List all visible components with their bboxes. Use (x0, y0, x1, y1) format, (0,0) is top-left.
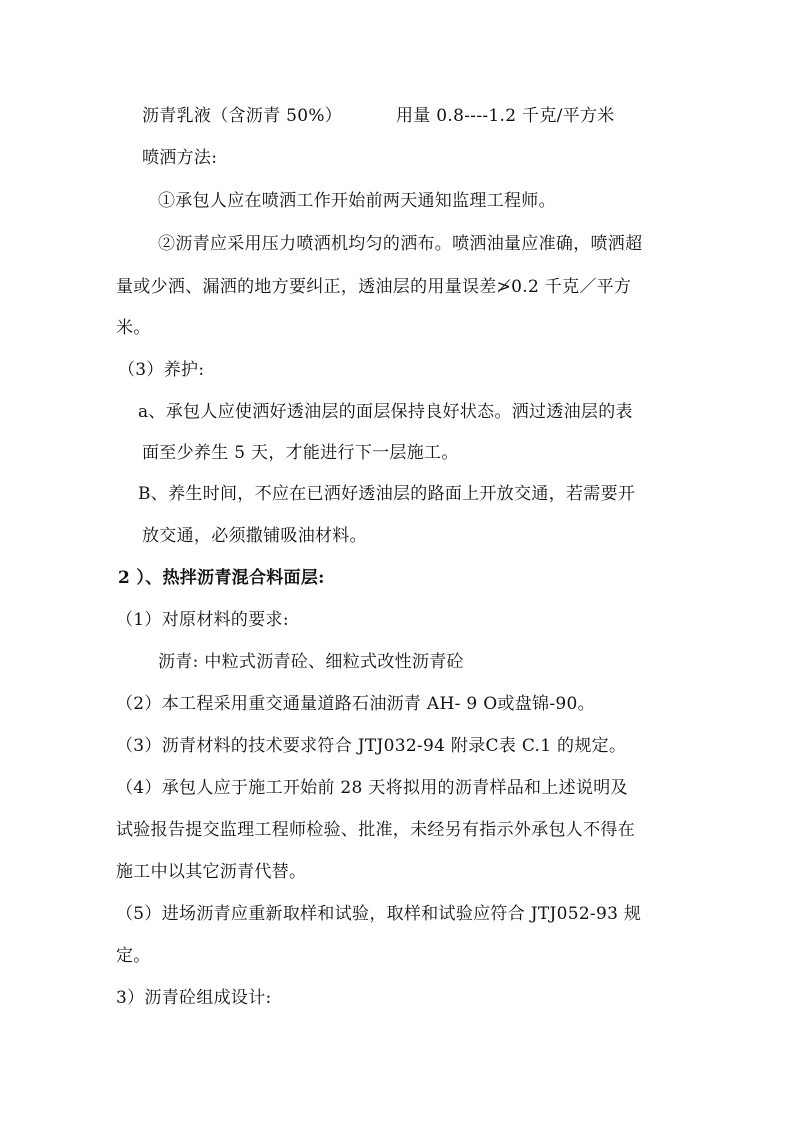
line-section-2-heading: 2 ）、热拌沥青混合料面层: (118, 568, 325, 588)
line-spray-2b: 量或少洒、漏洒的地方要纠正，透油层的用量误差≯0.2 千克／平方 (116, 277, 632, 297)
line-section-3-heading: 3）沥青砼组成设计: (116, 988, 272, 1008)
line-emulsion-right: 用量 0.8----1.2 千克/平方米 (396, 106, 615, 126)
line-item-4c: 施工中以其它沥青代替。 (116, 862, 307, 882)
line-materials-heading: （1）对原材料的要求: (116, 610, 289, 630)
line-item-4a: （4）承包人应于施工开始前 28 天将拟用的沥青样品和上述说明及 (116, 778, 628, 798)
line-curing-b2: 放交通，必须撒铺吸油材料。 (142, 526, 367, 546)
line-curing-a1: a、承包人应使洒好透油层的面层保持良好状态。洒过透油层的表 (138, 402, 633, 422)
line-spray-method-heading: 喷洒方法: (142, 148, 218, 168)
line-item-2: （2）本工程采用重交通量道路石油沥青 AH- 9 O或盘锦-90。 (116, 694, 595, 714)
line-item-5b: 定。 (116, 946, 151, 966)
line-item-3: （3）沥青材料的技术要求符合 JTJ032-94 附录C表 C.1 的规定。 (116, 736, 627, 756)
line-emulsion-left: 沥青乳液（含沥青 50%） (142, 106, 343, 126)
line-spray-1: ①承包人应在喷洒工作开始前两天通知监理工程师。 (158, 191, 556, 211)
line-item-4b: 试验报告提交监理工程师检验、批准，未经另有指示外承包人不得在 (116, 820, 635, 840)
line-curing-a2: 面至少养生 5 天，才能进行下一层施工。 (142, 443, 459, 463)
line-spray-2a: ②沥青应采用压力喷洒机均匀的洒布。喷洒油量应准确，喷洒超 (158, 234, 643, 254)
line-item-5a: （5）进场沥青应重新取样和试验，取样和试验应符合 JTJ052-93 规 (116, 904, 642, 924)
line-curing-b1: B、养生时间，不应在已洒好透油层的路面上开放交通，若需要开 (138, 484, 636, 504)
line-spray-2c: 米。 (116, 318, 151, 338)
line-curing-heading: （3）养护: (118, 360, 205, 380)
line-asphalt-types: 沥青: 中粒式沥青砼、细粒式改性沥青砼 (158, 652, 464, 672)
